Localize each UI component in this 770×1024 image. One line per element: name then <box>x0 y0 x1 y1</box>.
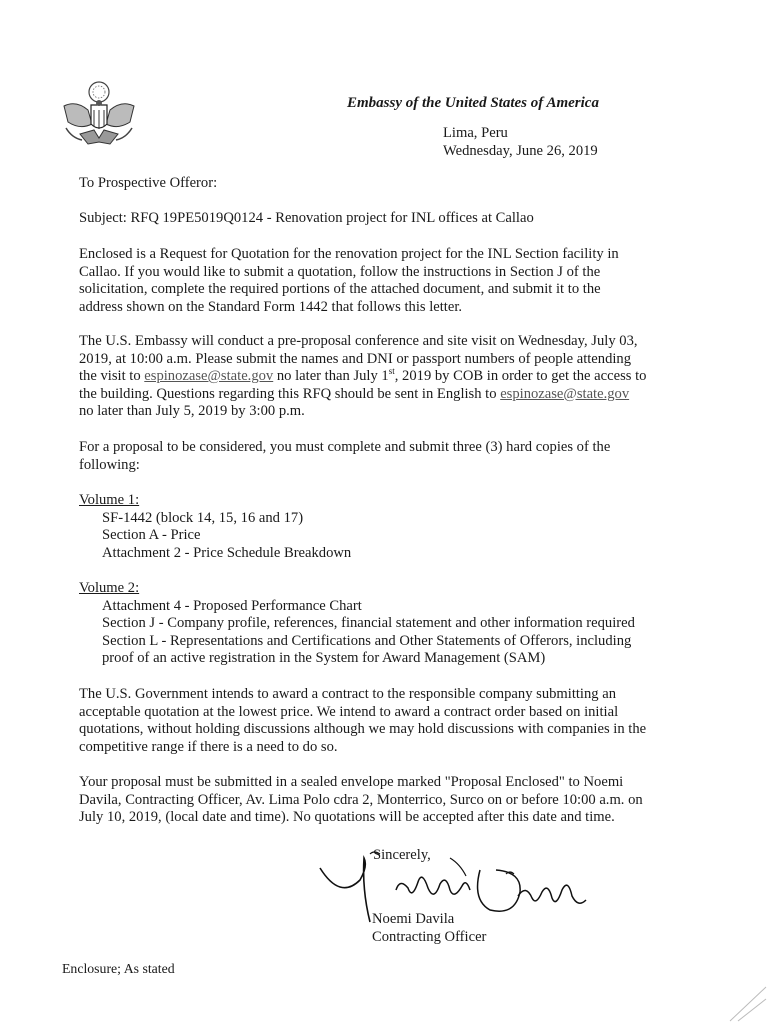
volume-2-list <box>79 580 719 668</box>
volume-1-list <box>79 492 679 562</box>
text-line: For a proposal to be considered, you must complete and submit three (3) hard copies of the <box>79 439 611 455</box>
list-item: Attachment 4 - Proposed Performance Chart <box>102 597 362 614</box>
page-corner-mark <box>728 985 768 1023</box>
text-line: The U.S. Embassy will conduct a pre-proposal conference and site visit on Wednesday, July 03, <box>79 333 638 349</box>
ordinal-suffix: st <box>388 366 395 377</box>
paragraph-requirements <box>79 439 679 474</box>
text-line: solicitation, complete the required portions of the attached document, and submit it to the <box>79 281 601 298</box>
text-line: competitive range if there is a need to do so. <box>79 738 338 755</box>
embassy-seal-logo <box>58 72 140 154</box>
volume-2-heading: Volume 2: <box>79 580 140 596</box>
text-line: Your proposal must be submitted in a sealed envelope marked "Proposal Enclosed" to Noemi <box>79 774 624 790</box>
letter-date: Wednesday, June 26, 2019 <box>443 142 598 159</box>
text-line: following: <box>79 456 140 473</box>
signer-name: Noemi Davila <box>372 911 455 927</box>
text-line: quotations, without holding discussions although we may hold discussions with companies in the <box>79 721 647 738</box>
list-item: Section J - Company profile, references, financial statement and other information required <box>102 615 635 632</box>
paragraph-enclosed <box>79 246 679 316</box>
text-line: Davila, Contracting Officer, Av. Lima Polo cdra 2, Monterrico, Surco on or before 10:00 a.m. on <box>79 791 643 808</box>
text-line: no later than July 5, 2019 by 3:00 p.m. <box>79 403 305 420</box>
text-line: Callao. If you would like to submit a quotation, follow the instructions in Section J of the <box>79 263 601 280</box>
paragraph-conference <box>79 333 679 421</box>
list-item: SF-1442 (block 14, 15, 16 and 17) <box>102 509 304 526</box>
list-item: Section A - Price <box>102 527 201 544</box>
volume-1-heading: Volume 1: <box>79 492 140 508</box>
email-link[interactable]: espinozase@state.gov <box>144 368 274 385</box>
paragraph-award <box>79 686 699 756</box>
list-item: Attachment 2 - Price Schedule Breakdown <box>102 544 352 561</box>
handwritten-signature <box>300 830 600 940</box>
date-block <box>443 125 598 160</box>
city: Lima, Peru <box>443 125 508 141</box>
text-line: the building. Questions regarding this RFQ should be sent in English to espinozase@state.gov <box>79 385 630 402</box>
text-line: Enclosed is a Request for Quotation for the renovation project for the INL Section facility in <box>79 246 619 262</box>
salutation: To Prospective Offeror: <box>79 175 218 191</box>
text-line: acceptable quotation at the lowest price. We intend to award a contract order based on initial <box>79 703 619 720</box>
text-line: 2019, at 10:00 a.m. Please submit the names and DNI or passport numbers of people attending <box>79 350 632 367</box>
subject-line: Subject: RFQ 19PE5019Q0124 - Renovation project for INL offices at Callao <box>79 210 534 226</box>
text-line: address shown on the Standard Form 1442 that follows this letter. <box>79 298 463 315</box>
enclosure-note: Enclosure; As stated <box>62 961 175 976</box>
embassy-title: Embassy of the United States of America <box>347 95 599 111</box>
text-line: the visit to espinozase@state.gov no later than July 1st, 2019 by COB in order to get the access to <box>79 366 647 385</box>
list-item: proof of an active registration in the System for Award Management (SAM) <box>102 650 546 667</box>
email-link[interactable]: espinozase@state.gov <box>500 385 630 402</box>
signer-title: Contracting Officer <box>372 929 487 945</box>
paragraph-submission <box>79 774 699 827</box>
text-line: The U.S. Government intends to award a contract to the responsible company submitting an <box>79 686 617 702</box>
list-item: Section L - Representations and Certifications and Other Statements of Offerors, including <box>102 632 632 649</box>
text-line: July 10, 2019, (local date and time). No quotations will be accepted after this date and time. <box>79 809 615 826</box>
signature-closing: Sincerely, <box>373 847 431 863</box>
